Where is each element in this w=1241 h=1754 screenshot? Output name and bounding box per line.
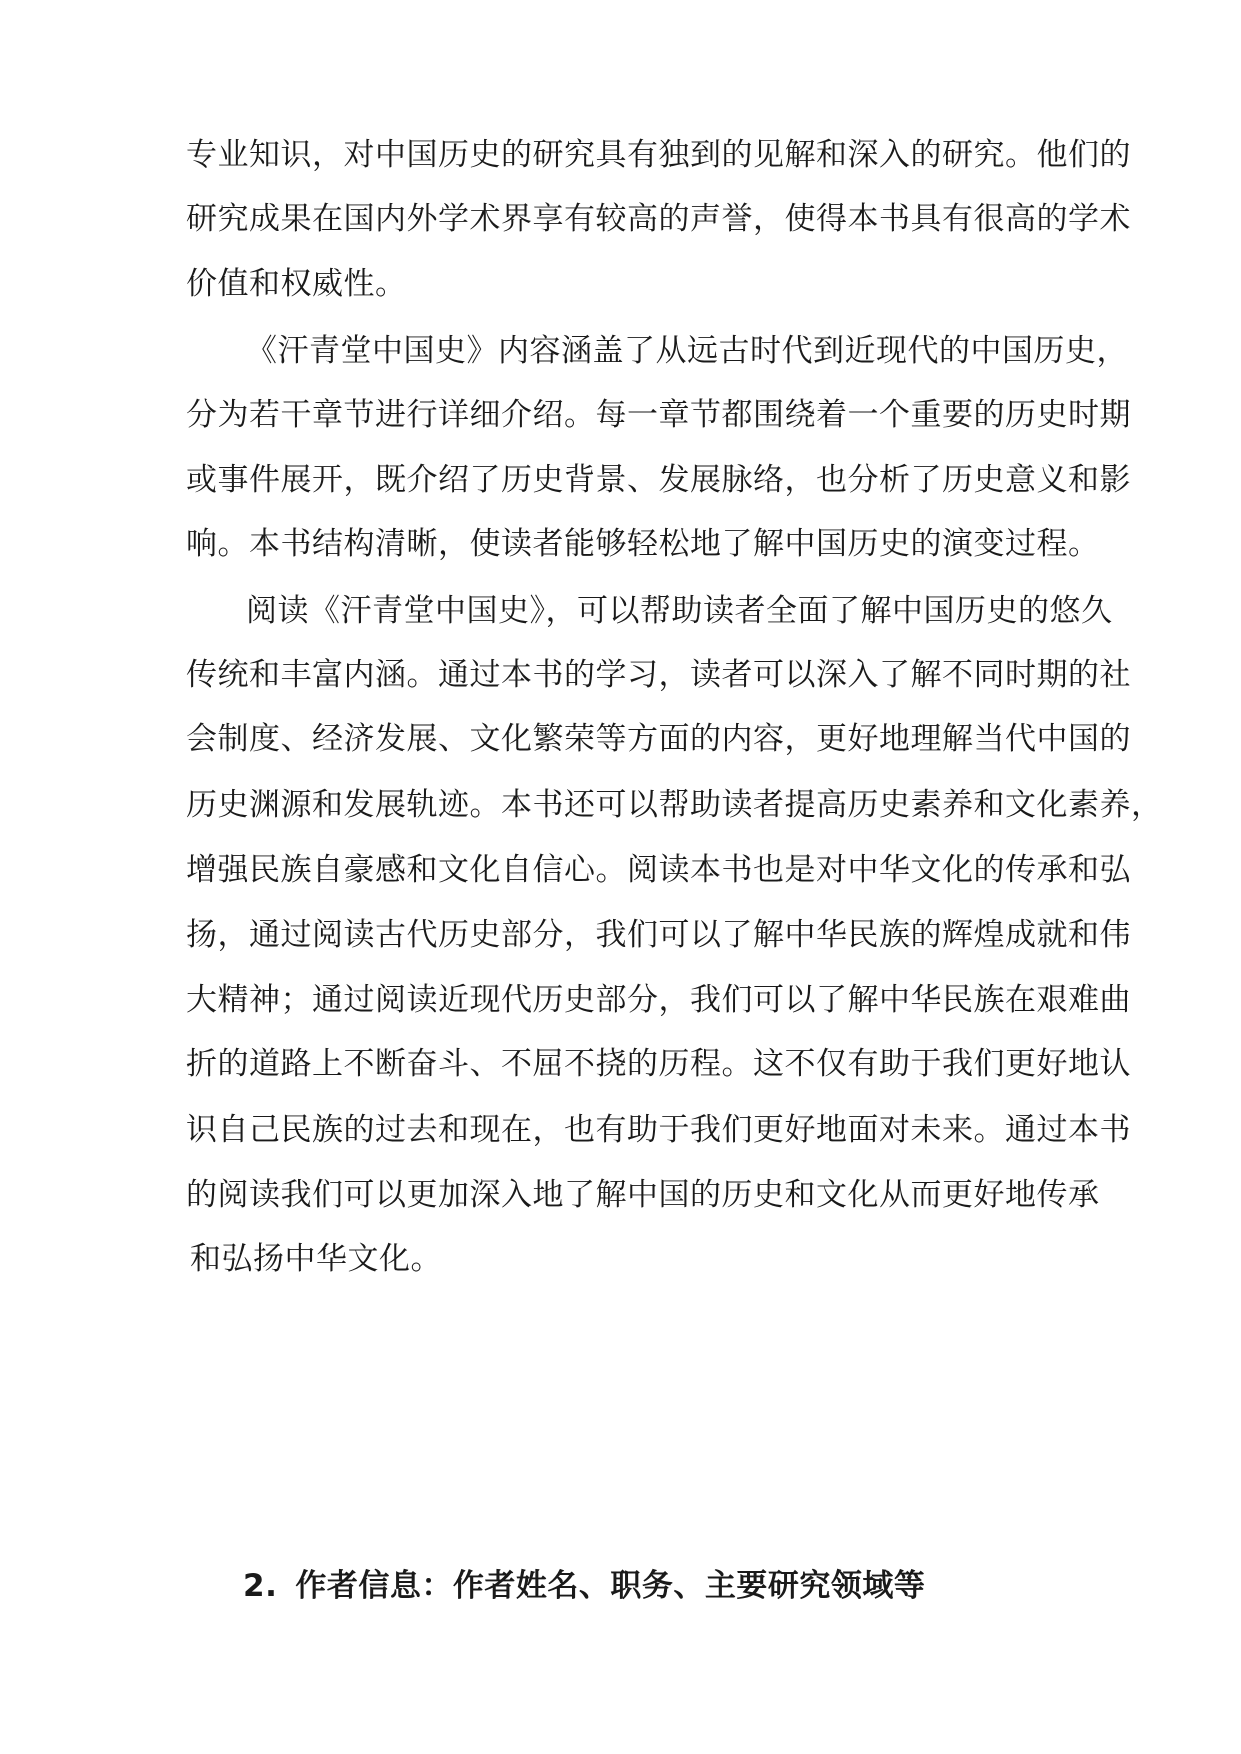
paragraph-3-line-1: 阅读《汗青堂中国史》，可以帮助读者全面了解中国历史的悠久	[246, 593, 1113, 629]
paragraph-3-line-9: 识自己民族的过去和现在，也有助于我们更好地面对未来。通过本书	[186, 1112, 1131, 1148]
paragraph-3-line-4: 历史渊源和发展轨迹。本书还可以帮助读者提高历史素养和文化素养，	[186, 787, 1163, 823]
paragraph-2-line-4: 响。本书结构清晰，使读者能够轻松地了解中国历史的演变过程。	[186, 526, 1100, 562]
section-heading	[243, 1566, 925, 1606]
paragraph-3-line-8: 折的道路上不断奋斗、不屈不挠的历程。这不仅有助于我们更好地认	[186, 1046, 1131, 1082]
paragraph-1-line-3: 价值和权威性。	[186, 266, 407, 302]
paragraph-1-line-1: 专业知识，对中国历史的研究具有独到的见解和深入的研究。他们的	[186, 137, 1131, 173]
paragraph-3-line-3: 会制度、经济发展、文化繁荣等方面的内容，更好地理解当代中国的	[186, 721, 1131, 757]
paragraph-1-line-2: 研究成果在国内外学术界享有较高的声誉，使得本书具有很高的学术	[186, 201, 1131, 237]
section-number: 2.	[243, 1568, 278, 1604]
paragraph-3-line-5: 增强民族自豪感和文化自信心。阅读本书也是对中华文化的传承和弘	[186, 852, 1131, 888]
paragraph-3-line-11: 和弘扬中华文化。	[190, 1241, 442, 1277]
paragraph-3-line-2: 传统和丰富内涵。通过本书的学习，读者可以深入了解不同时期的社	[186, 657, 1131, 693]
paragraph-2-line-1: 《汗青堂中国史》内容涵盖了从远古时代到近现代的中国历史，	[246, 333, 1128, 369]
section-title: 作者信息：作者姓名、职务、主要研究领域等	[295, 1568, 926, 1604]
paragraph-2-line-3: 或事件展开，既介绍了历史背景、发展脉络，也分析了历史意义和影	[186, 462, 1131, 498]
paragraph-2-line-2: 分为若干章节进行详细介绍。每一章节都围绕着一个重要的历史时期	[186, 397, 1131, 433]
paragraph-3-line-10: 的阅读我们可以更加深入地了解中国的历史和文化从而更好地传承	[186, 1177, 1100, 1213]
paragraph-3-line-7: 大精神；通过阅读近现代历史部分，我们可以了解中华民族在艰难曲	[186, 982, 1131, 1018]
paragraph-3-line-6: 扬，通过阅读古代历史部分，我们可以了解中华民族的辉煌成就和伟	[186, 917, 1131, 953]
